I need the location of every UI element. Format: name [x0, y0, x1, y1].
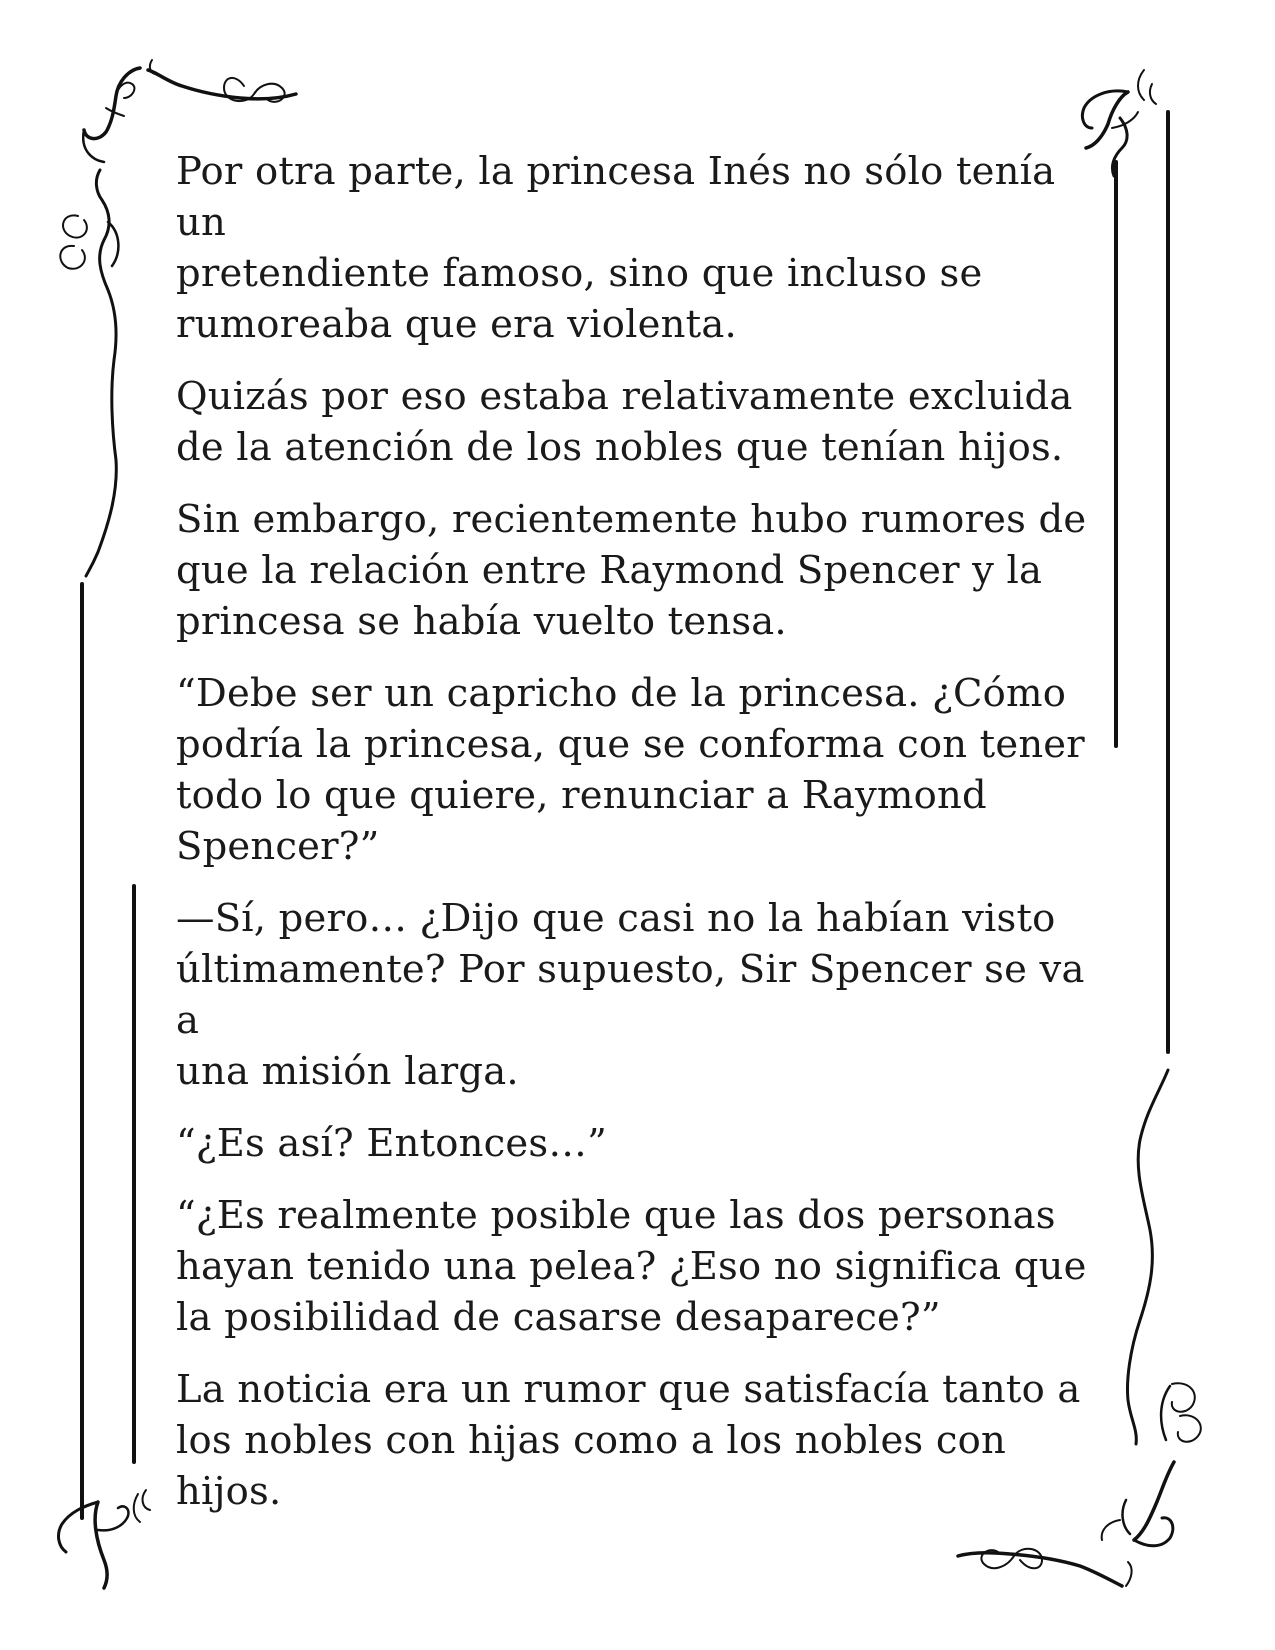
text-line: todo lo que quiere, renunciar a Raymond [176, 773, 987, 818]
text-line: rumoreaba que era violenta. [176, 302, 737, 347]
text-line: —Sí, pero… ¿Dijo que casi no la habían visto [176, 896, 1056, 941]
text-line: de la atención de los nobles que tenían hijos. [176, 425, 1064, 470]
left-upper-vine [60, 170, 118, 576]
text-line: Spencer?” [176, 824, 380, 869]
paragraph [176, 668, 1106, 872]
paragraph [176, 893, 1106, 1097]
text-line: que la relación entre Raymond Spencer y la [176, 548, 1043, 593]
text-line: una misión larga. [176, 1049, 519, 1094]
paragraph [176, 371, 1106, 473]
text-line: últimamente? Por supuesto, Sir Spencer se va a [176, 947, 1085, 1043]
text-line: Quizás por eso estaba relativamente excluida [176, 374, 1073, 419]
text-line: “Debe ser un capricho de la princesa. ¿Cómo [176, 671, 1067, 716]
paragraph [176, 494, 1106, 647]
text-line: pretendiente famoso, sino que incluso se [176, 251, 983, 296]
text-line: podría la princesa, que se conforma con tener [176, 722, 1085, 767]
right-lower-vine [1128, 1070, 1201, 1444]
text-line: “¿Es así? Entonces…” [176, 1121, 607, 1166]
paragraph [176, 146, 1106, 350]
text-line: Sin embargo, recientemente hubo rumores de [176, 497, 1087, 542]
text-line: La noticia era un rumor que satisfacía tanto a [176, 1367, 1081, 1412]
paragraph [176, 1364, 1106, 1517]
paragraph [176, 1190, 1106, 1343]
text-line: “¿Es realmente posible que las dos personas [176, 1193, 1056, 1238]
story-text [176, 146, 1106, 1538]
text-line: la posibilidad de casarse desaparece?” [176, 1295, 941, 1340]
text-line: hayan tenido una pelea? ¿Eso no significa que [176, 1244, 1087, 1289]
paragraph [176, 1118, 1106, 1169]
text-line: los nobles con hijas como a los nobles con hijos. [176, 1418, 1006, 1514]
text-line: Por otra parte, la princesa Inés no sólo tenía un [176, 149, 1056, 245]
text-line: princesa se había vuelto tensa. [176, 599, 787, 644]
flourish-bottom-left [59, 1490, 150, 1588]
